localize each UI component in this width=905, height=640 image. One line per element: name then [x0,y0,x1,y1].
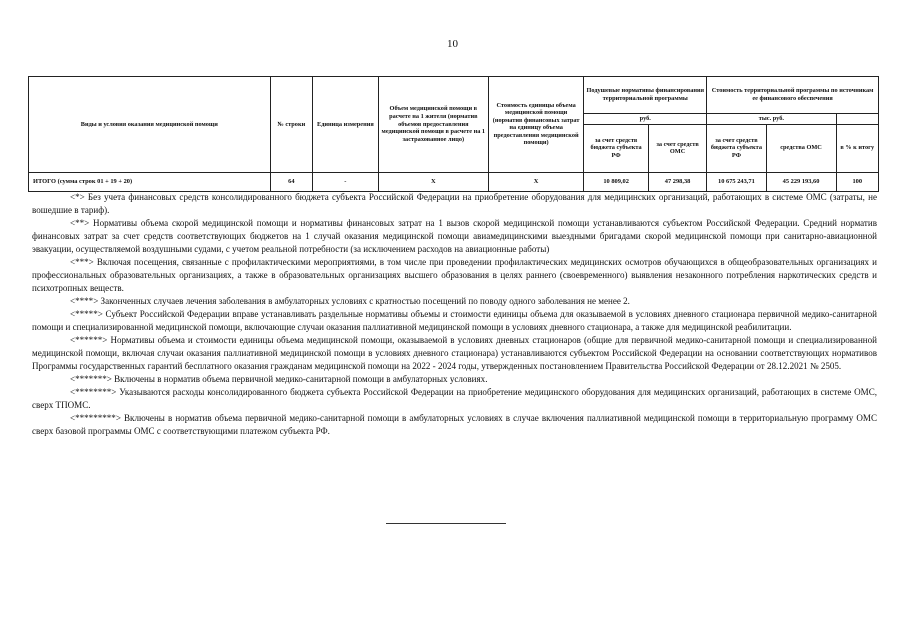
header-volume: Объем медицинской помощи в расчете на 1 жителя (норматив объемов предоставления медицинской помощи в расчете на 1 застрахованное лицо) [378,77,488,173]
total-row [29,172,879,191]
footnote-2: <**> Нормативы объема скорой медицинской помощи и нормативы финансовых затрат на 1 вызов скорой медицинской помощи устанавливаются субъектом Российской Федерации. Средний норматив финансовых затрат за счет средств соответствующих бюджетов на 1 случай оказания медицинской помощи авиамедицинскими выездными бригадами скорой медицинской помощи при санитарно-авиационной эвакуации, осуществляемой воздушными судами, с учетом реальной потребности (за исключением расходов на авиационные работы) [32,218,877,255]
header-empty-cell [836,114,878,125]
footnote-4: <****> Законченных случаев лечения заболевания в амбулаторных условиях с кратностью посещений по поводу одного заболевания не менее 2. [70,296,630,307]
total-oms-cost: 45 229 193,60 [766,172,836,191]
total-oms-per-capita: 47 298,38 [648,172,706,191]
cost-table [28,76,879,192]
footnote-3: <***> Включая посещения, связанные с профилактическими мероприятиями, в том числе при проведении профилактических медицинских осмотров обучающихся в общеобразовательных организациях и профессиональных образовательных организациях, а также в образовательных организациях высшего образования в целях раннего (своевременного) выявления незаконного потребления наркотических средств и психотропных веществ. [32,257,877,294]
footnotes [32,191,877,438]
end-divider [386,523,506,524]
footnote-8: <********> Указываются расходы консолидированного бюджета субъекта Российской Федерации на приобретение медицинского оборудования для медицинских организаций, работающих в системе ОМС, сверх ТПОМС. [32,387,877,411]
total-name: ИТОГО (сумма строк 01 + 19 + 20) [29,172,271,191]
page-number: 10 [447,38,458,50]
header-program-cost: Стоимость территориальной программы по источникам ее финансового обеспечения [707,77,879,114]
header-row-number: № строки [270,77,312,173]
header-kind: Виды и условия оказания медицинской помощи [29,77,271,173]
header-oms-cost: средства ОМС [766,124,836,172]
header-per-capita: Подушевые нормативы финансирования территориальной программы [584,77,707,114]
total-volume: X [378,172,488,191]
header-oms-per-capita: за счет средств ОМС [648,124,706,172]
total-percent: 100 [836,172,878,191]
header-unit-rub: руб. [584,114,707,125]
header-unit-cost: Стоимость единицы объема медицинской помощи (норматив финансовых затрат на единицу объема предоставления медицинской помощи) [488,77,583,173]
total-budget-per-capita: 10 809,02 [584,172,649,191]
header-unit: Единица измерения [313,77,379,173]
header-unit-thousand-rub: тыс. руб. [707,114,836,125]
total-row-number: 64 [270,172,312,191]
header-percent: в % к итогу [836,124,878,172]
footnote-1: <*> Без учета финансовых средств консолидированного бюджета субъекта Российской Федерации на приобретение оборудования для медицинских организаций, работающих в системе ОМС (затраты, не вошедшие в тариф). [32,192,877,216]
header-budget-cost: за счет средств бюджета субъекта РФ [707,124,766,172]
header-budget-per-capita: за счет средств бюджета субъекта РФ [584,124,649,172]
total-unit: - [313,172,379,191]
footnote-7: <*******> Включены в норматив объема первичной медико-санитарной помощи в амбулаторных условиях. [70,374,488,385]
footnote-6: <******> Нормативы объема и стоимости единицы объема медицинской помощи, оказываемой в условиях дневных стационаров (общие для первичной медико-санитарной помощи и специализированной медицинской помощи, включая случаи оказания паллиативной медицинской помощи в условиях дневного стационара) устанавливаются субъектом Российской Федерации на основании соответствующих нормативов Программы государственных гарантий бесплатного оказания гражданам медицинской помощи на 2022 - 2024 годы, утвержденных постановлением Правительства Российской Федерации от 28.12.2021 № 2505. [32,335,877,372]
footnote-9: <*********> Включены в норматив объема первичной медико-санитарной помощи в амбулаторных условиях в случае включения паллиативной медицинской помощи в территориальную программу ОМС сверх базовой программы ОМС с соответствующими платежом субъекта РФ. [32,413,877,437]
total-unit-cost: X [488,172,583,191]
total-budget-cost: 10 675 243,71 [707,172,766,191]
footnote-5: <*****> Субъект Российской Федерации вправе устанавливать раздельные нормативы объемы и стоимости единицы объема для оказываемой в условиях дневного стационара первичной медико-санитарной помощи и специализированной медицинской помощи, включающие случаи оказания паллиативной медицинской помощи в условиях дневного стационара, а также для медицинской реабилитации. [32,309,877,333]
